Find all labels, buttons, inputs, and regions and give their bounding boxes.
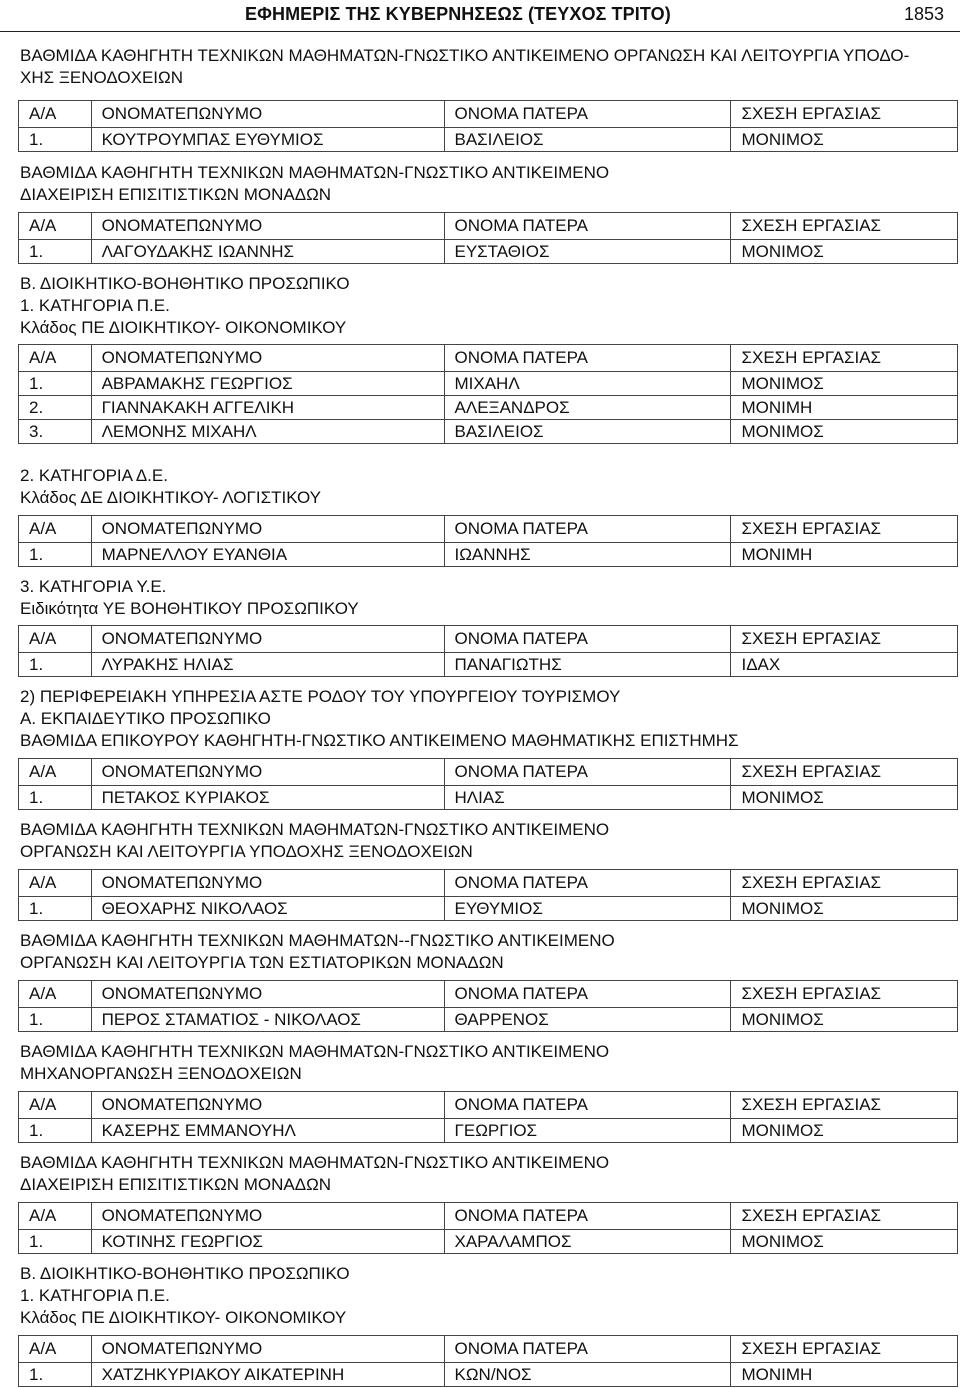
cell-father: ΒΑΣΙΛΕΙΟΣ xyxy=(444,128,731,152)
section-heading xyxy=(20,930,955,974)
section-heading-line: 1. ΚΑΤΗΓΟΡΙΑ Π.Ε. xyxy=(20,1286,170,1305)
staff-table xyxy=(18,758,958,810)
cell-name: ΛΥΡΑΚΗΣ ΗΛΙΑΣ xyxy=(91,653,444,677)
cell-relation: ΜΟΝΙΜΗ xyxy=(731,1363,958,1387)
column-header-relation: ΣΧΕΣΗ ΕΡΓΑΣΙΑΣ xyxy=(731,870,958,897)
column-header-father: ΟΝΟΜΑ ΠΑΤΕΡΑ xyxy=(444,1336,731,1363)
section-heading-line: ΒΑΘΜΙΔΑ ΚΑΘΗΓΗΤΗ ΤΕΧΝΙΚΩΝ ΜΑΘΗΜΑΤΩΝ-ΓΝΩΣΤΙΚΟ ΑΝΤΙΚΕΙΜΕΝΟ xyxy=(20,1042,610,1061)
section-heading-line: Α. ΕΚΠΑΙΔΕΥΤΙΚΟ ΠΡΟΣΩΠΙΚΟ xyxy=(20,709,271,728)
table-row xyxy=(19,128,958,152)
staff-table xyxy=(18,1091,958,1143)
section-heading xyxy=(20,45,955,89)
section-heading-line: ΒΑΘΜΙΔΑ ΕΠΙΚΟΥΡΟΥ ΚΑΘΗΓΗΤΗ-ΓΝΩΣΤΙΚΟ ΑΝΤΙΚΕΙΜΕΝΟ ΜΑΘΗΜΑΤΙΚΗΣ ΕΠΙΣΤΗΜΗΣ xyxy=(20,731,739,750)
table-row xyxy=(19,1008,958,1032)
column-header-father: ΟΝΟΜΑ ΠΑΤΕΡΑ xyxy=(444,1092,731,1119)
table-row xyxy=(19,240,958,264)
cell-relation: ΜΟΝΙΜΟΣ xyxy=(731,372,958,396)
section-heading-line: 2) ΠΕΡΙΦΕΡΕΙΑΚΗ ΥΠΗΡΕΣΙΑ ΑΣΤΕ ΡΟΔΟΥ ΤΟΥ ΥΠΟΥΡΓΕΙΟΥ ΤΟΥΡΙΣΜΟΥ xyxy=(20,687,621,706)
table-row xyxy=(19,897,958,921)
column-header-aa: Α/Α xyxy=(19,1092,92,1119)
page-number: 1853 xyxy=(904,4,945,24)
column-header-aa: Α/Α xyxy=(19,981,92,1008)
table-row xyxy=(19,653,958,677)
column-header-relation: ΣΧΕΣΗ ΕΡΓΑΣΙΑΣ xyxy=(731,516,958,543)
cell-name: ΚΟΤΙΝΗΣ ΓΕΩΡΓΙΟΣ xyxy=(91,1230,444,1254)
column-header-relation: ΣΧΕΣΗ ΕΡΓΑΣΙΑΣ xyxy=(731,1092,958,1119)
column-header-relation: ΣΧΕΣΗ ΕΡΓΑΣΙΑΣ xyxy=(731,1336,958,1363)
table-header-row xyxy=(19,1203,958,1230)
cell-name: ΠΕΤΑΚΟΣ ΚΥΡΙΑΚΟΣ xyxy=(91,786,444,810)
cell-father: ΗΛΙΑΣ xyxy=(444,786,731,810)
section-heading xyxy=(20,1041,955,1085)
cell-aa: 1. xyxy=(19,543,92,567)
cell-aa: 2. xyxy=(19,396,92,420)
section-heading-line: ΔΙΑΧΕΙΡΙΣΗ ΕΠΙΣΙΤΙΣΤΙΚΩΝ ΜΟΝΑΔΩΝ xyxy=(20,1175,332,1194)
section-heading-line: Κλάδος ΠΕ ΔΙΟΙΚΗΤΙΚΟΥ- ΟΙΚΟΝΟΜΙΚΟΥ xyxy=(20,1308,347,1327)
cell-aa: 1. xyxy=(19,1008,92,1032)
section-heading xyxy=(20,576,955,620)
column-header-name: ΟΝΟΜΑΤΕΠΩΝΥΜΟ xyxy=(91,345,444,372)
section-heading-line: Β. ΔΙΟΙΚΗΤΙΚΟ-ΒΟΗΘΗΤΙΚΟ ΠΡΟΣΩΠΙΚΟ xyxy=(20,274,350,293)
cell-name: ΛΑΓΟΥΔΑΚΗΣ ΙΩΑΝΝΗΣ xyxy=(91,240,444,264)
page-header-title: ΕΦΗΜΕΡΙΣ ΤΗΣ ΚΥΒΕΡΝΗΣΕΩΣ (ΤΕΥΧΟΣ ΤΡΙΤΟ) xyxy=(245,4,671,24)
column-header-name: ΟΝΟΜΑΤΕΠΩΝΥΜΟ xyxy=(91,1336,444,1363)
section-heading-line: ΒΑΘΜΙΔΑ ΚΑΘΗΓΗΤΗ ΤΕΧΝΙΚΩΝ ΜΑΘΗΜΑΤΩΝ-ΓΝΩΣΤΙΚΟ ΑΝΤΙΚΕΙΜΕΝΟ xyxy=(20,163,610,182)
section-heading xyxy=(20,819,955,863)
section-heading-line: Κλάδος ΠΕ ΔΙΟΙΚΗΤΙΚΟΥ- ΟΙΚΟΝΟΜΙΚΟΥ xyxy=(20,318,347,337)
cell-relation: ΜΟΝΙΜΟΣ xyxy=(731,128,958,152)
cell-aa: 1. xyxy=(19,653,92,677)
table-header-row xyxy=(19,516,958,543)
section-heading-line: ΒΑΘΜΙΔΑ ΚΑΘΗΓΗΤΗ ΤΕΧΝΙΚΩΝ ΜΑΘΗΜΑΤΩΝ-ΓΝΩΣΤΙΚΟ ΑΝΤΙΚΕΙΜΕΝΟ ΟΡΓΑΝΩΣΗ ΚΑΙ ΛΕΙΤΟΥΡΓΙΑ ΥΠΟΔΟ- xyxy=(20,46,910,65)
table-header-row xyxy=(19,626,958,653)
column-header-aa: Α/Α xyxy=(19,101,92,128)
table-row xyxy=(19,372,958,396)
staff-table xyxy=(18,344,958,444)
section-heading-line: ΟΡΓΑΝΩΣΗ ΚΑΙ ΛΕΙΤΟΥΡΓΙΑ ΥΠΟΔΟΧΗΣ ΞΕΝΟΔΟΧΕΙΩΝ xyxy=(20,842,473,861)
cell-relation: ΜΟΝΙΜΟΣ xyxy=(731,786,958,810)
section-heading-line: ΔΙΑΧΕΙΡΙΣΗ ΕΠΙΣΙΤΙΣΤΙΚΩΝ ΜΟΝΑΔΩΝ xyxy=(20,185,332,204)
column-header-relation: ΣΧΕΣΗ ΕΡΓΑΣΙΑΣ xyxy=(731,759,958,786)
cell-father: ΜΙΧΑΗΛ xyxy=(444,372,731,396)
cell-father: ΑΛΕΞΑΝΔΡΟΣ xyxy=(444,396,731,420)
cell-name: ΑΒΡΑΜΑΚΗΣ ΓΕΩΡΓΙΟΣ xyxy=(91,372,444,396)
column-header-relation: ΣΧΕΣΗ ΕΡΓΑΣΙΑΣ xyxy=(731,213,958,240)
section-heading-line: Κλάδος ΔΕ ΔΙΟΙΚΗΤΙΚΟΥ- ΛΟΓΙΣΤΙΚΟΥ xyxy=(20,488,322,507)
column-header-aa: Α/Α xyxy=(19,1203,92,1230)
column-header-name: ΟΝΟΜΑΤΕΠΩΝΥΜΟ xyxy=(91,1092,444,1119)
column-header-relation: ΣΧΕΣΗ ΕΡΓΑΣΙΑΣ xyxy=(731,981,958,1008)
section-heading-line: ΟΡΓΑΝΩΣΗ ΚΑΙ ΛΕΙΤΟΥΡΓΙΑ ΤΩΝ ΕΣΤΙΑΤΟΡΙΚΩΝ ΜΟΝΑΔΩΝ xyxy=(20,953,504,972)
column-header-name: ΟΝΟΜΑΤΕΠΩΝΥΜΟ xyxy=(91,101,444,128)
column-header-father: ΟΝΟΜΑ ΠΑΤΕΡΑ xyxy=(444,759,731,786)
cell-relation: ΜΟΝΙΜΗ xyxy=(731,543,958,567)
cell-name: ΚΟΥΤΡΟΥΜΠΑΣ ΕΥΘΥΜΙΟΣ xyxy=(91,128,444,152)
section-heading-line: ΧΗΣ ΞΕΝΟΔΟΧΕΙΩΝ xyxy=(20,68,183,87)
cell-aa: 1. xyxy=(19,1363,92,1387)
table-header-row xyxy=(19,1092,958,1119)
cell-name: ΛΕΜΟΝΗΣ ΜΙΧΑΗΛ xyxy=(91,420,444,444)
cell-aa: 1. xyxy=(19,372,92,396)
cell-father: ΕΥΘΥΜΙΟΣ xyxy=(444,897,731,921)
column-header-aa: Α/Α xyxy=(19,759,92,786)
column-header-father: ΟΝΟΜΑ ΠΑΤΕΡΑ xyxy=(444,981,731,1008)
column-header-father: ΟΝΟΜΑ ΠΑΤΕΡΑ xyxy=(444,870,731,897)
section-heading xyxy=(20,273,955,339)
staff-table xyxy=(18,212,958,264)
cell-father: ΙΩΑΝΝΗΣ xyxy=(444,543,731,567)
column-header-relation: ΣΧΕΣΗ ΕΡΓΑΣΙΑΣ xyxy=(731,1203,958,1230)
table-row xyxy=(19,396,958,420)
column-header-father: ΟΝΟΜΑ ΠΑΤΕΡΑ xyxy=(444,213,731,240)
section-heading-line: ΒΑΘΜΙΔΑ ΚΑΘΗΓΗΤΗ ΤΕΧΝΙΚΩΝ ΜΑΘΗΜΑΤΩΝ--ΓΝΩΣΤΙΚΟ ΑΝΤΙΚΕΙΜΕΝΟ xyxy=(20,931,615,950)
cell-aa: 1. xyxy=(19,128,92,152)
column-header-name: ΟΝΟΜΑΤΕΠΩΝΥΜΟ xyxy=(91,870,444,897)
staff-table xyxy=(18,625,958,677)
cell-relation: ΜΟΝΙΜΟΣ xyxy=(731,1230,958,1254)
cell-relation: ΙΔΑΧ xyxy=(731,653,958,677)
cell-aa: 3. xyxy=(19,420,92,444)
column-header-name: ΟΝΟΜΑΤΕΠΩΝΥΜΟ xyxy=(91,981,444,1008)
column-header-relation: ΣΧΕΣΗ ΕΡΓΑΣΙΑΣ xyxy=(731,101,958,128)
section-heading xyxy=(20,1152,955,1196)
column-header-name: ΟΝΟΜΑΤΕΠΩΝΥΜΟ xyxy=(91,1203,444,1230)
table-header-row xyxy=(19,345,958,372)
staff-table xyxy=(18,1335,958,1387)
column-header-father: ΟΝΟΜΑ ΠΑΤΕΡΑ xyxy=(444,626,731,653)
column-header-name: ΟΝΟΜΑΤΕΠΩΝΥΜΟ xyxy=(91,213,444,240)
column-header-relation: ΣΧΕΣΗ ΕΡΓΑΣΙΑΣ xyxy=(731,345,958,372)
section-heading-line: Β. ΔΙΟΙΚΗΤΙΚΟ-ΒΟΗΘΗΤΙΚΟ ΠΡΟΣΩΠΙΚΟ xyxy=(20,1264,350,1283)
staff-table xyxy=(18,1202,958,1254)
table-row xyxy=(19,786,958,810)
column-header-father: ΟΝΟΜΑ ΠΑΤΕΡΑ xyxy=(444,101,731,128)
table-header-row xyxy=(19,870,958,897)
table-header-row xyxy=(19,981,958,1008)
column-header-name: ΟΝΟΜΑΤΕΠΩΝΥΜΟ xyxy=(91,516,444,543)
section-heading-line: 2. ΚΑΤΗΓΟΡΙΑ Δ.Ε. xyxy=(20,466,168,485)
cell-father: ΓΕΩΡΓΙΟΣ xyxy=(444,1119,731,1143)
header-divider xyxy=(0,31,960,32)
cell-father: ΕΥΣΤΑΘΙΟΣ xyxy=(444,240,731,264)
column-header-aa: Α/Α xyxy=(19,213,92,240)
section-heading xyxy=(20,686,955,752)
table-row xyxy=(19,420,958,444)
table-header-row xyxy=(19,213,958,240)
cell-name: ΚΑΣΕΡΗΣ ΕΜΜΑΝΟΥΗΛ xyxy=(91,1119,444,1143)
cell-name: ΠΕΡΟΣ ΣΤΑΜΑΤΙΟΣ - ΝΙΚΟΛΑΟΣ xyxy=(91,1008,444,1032)
cell-relation: ΜΟΝΙΜΟΣ xyxy=(731,897,958,921)
cell-aa: 1. xyxy=(19,1119,92,1143)
column-header-name: ΟΝΟΜΑΤΕΠΩΝΥΜΟ xyxy=(91,626,444,653)
cell-aa: 1. xyxy=(19,897,92,921)
column-header-father: ΟΝΟΜΑ ΠΑΤΕΡΑ xyxy=(444,516,731,543)
table-row xyxy=(19,1119,958,1143)
staff-table xyxy=(18,869,958,921)
cell-father: ΧΑΡΑΛΑΜΠΟΣ xyxy=(444,1230,731,1254)
table-row xyxy=(19,1363,958,1387)
section-heading xyxy=(20,1263,955,1329)
column-header-relation: ΣΧΕΣΗ ΕΡΓΑΣΙΑΣ xyxy=(731,626,958,653)
column-header-aa: Α/Α xyxy=(19,345,92,372)
cell-aa: 1. xyxy=(19,240,92,264)
cell-father: ΘΑΡΡΕΝΟΣ xyxy=(444,1008,731,1032)
cell-name: ΘΕΟΧΑΡΗΣ ΝΙΚΟΛΑΟΣ xyxy=(91,897,444,921)
table-header-row xyxy=(19,1336,958,1363)
staff-table xyxy=(18,980,958,1032)
table-row xyxy=(19,1230,958,1254)
column-header-father: ΟΝΟΜΑ ΠΑΤΕΡΑ xyxy=(444,1203,731,1230)
staff-table xyxy=(18,100,958,152)
staff-table xyxy=(18,515,958,567)
cell-father: ΚΩΝ/ΝΟΣ xyxy=(444,1363,731,1387)
cell-name: ΧΑΤΖΗΚΥΡΙΑΚΟΥ ΑΙΚΑΤΕΡΙΝΗ xyxy=(91,1363,444,1387)
cell-name: ΓΙΑΝΝΑΚΑΚΗ ΑΓΓΕΛΙΚΗ xyxy=(91,396,444,420)
column-header-aa: Α/Α xyxy=(19,626,92,653)
section-heading-line: Ειδικότητα ΥΕ ΒΟΗΘΗΤΙΚΟΥ ΠΡΟΣΩΠΙΚΟΥ xyxy=(20,599,359,618)
cell-father: ΠΑΝΑΓΙΩΤΗΣ xyxy=(444,653,731,677)
cell-relation: ΜΟΝΙΜΟΣ xyxy=(731,240,958,264)
cell-relation: ΜΟΝΙΜΗ xyxy=(731,396,958,420)
section-heading xyxy=(20,162,955,206)
column-header-aa: Α/Α xyxy=(19,516,92,543)
column-header-name: ΟΝΟΜΑΤΕΠΩΝΥΜΟ xyxy=(91,759,444,786)
cell-relation: ΜΟΝΙΜΟΣ xyxy=(731,1119,958,1143)
cell-aa: 1. xyxy=(19,1230,92,1254)
cell-relation: ΜΟΝΙΜΟΣ xyxy=(731,420,958,444)
column-header-aa: Α/Α xyxy=(19,870,92,897)
cell-relation: ΜΟΝΙΜΟΣ xyxy=(731,1008,958,1032)
column-header-aa: Α/Α xyxy=(19,1336,92,1363)
section-heading-line: 1. ΚΑΤΗΓΟΡΙΑ Π.Ε. xyxy=(20,296,170,315)
cell-name: ΜΑΡΝΕΛΛΟΥ ΕΥΑΝΘΙΑ xyxy=(91,543,444,567)
cell-aa: 1. xyxy=(19,786,92,810)
cell-father: ΒΑΣΙΛΕΙΟΣ xyxy=(444,420,731,444)
section-heading-line: 3. ΚΑΤΗΓΟΡΙΑ Υ.Ε. xyxy=(20,577,167,596)
table-header-row xyxy=(19,759,958,786)
section-heading-line: ΒΑΘΜΙΔΑ ΚΑΘΗΓΗΤΗ ΤΕΧΝΙΚΩΝ ΜΑΘΗΜΑΤΩΝ-ΓΝΩΣΤΙΚΟ ΑΝΤΙΚΕΙΜΕΝΟ xyxy=(20,820,610,839)
section-heading xyxy=(20,465,955,509)
section-heading-line: ΜΗΧΑΝΟΡΓΑΝΩΣΗ ΞΕΝΟΔΟΧΕΙΩΝ xyxy=(20,1064,302,1083)
section-heading-line: ΒΑΘΜΙΔΑ ΚΑΘΗΓΗΤΗ ΤΕΧΝΙΚΩΝ ΜΑΘΗΜΑΤΩΝ-ΓΝΩΣΤΙΚΟ ΑΝΤΙΚΕΙΜΕΝΟ xyxy=(20,1153,610,1172)
table-header-row xyxy=(19,101,958,128)
column-header-father: ΟΝΟΜΑ ΠΑΤΕΡΑ xyxy=(444,345,731,372)
table-row xyxy=(19,543,958,567)
